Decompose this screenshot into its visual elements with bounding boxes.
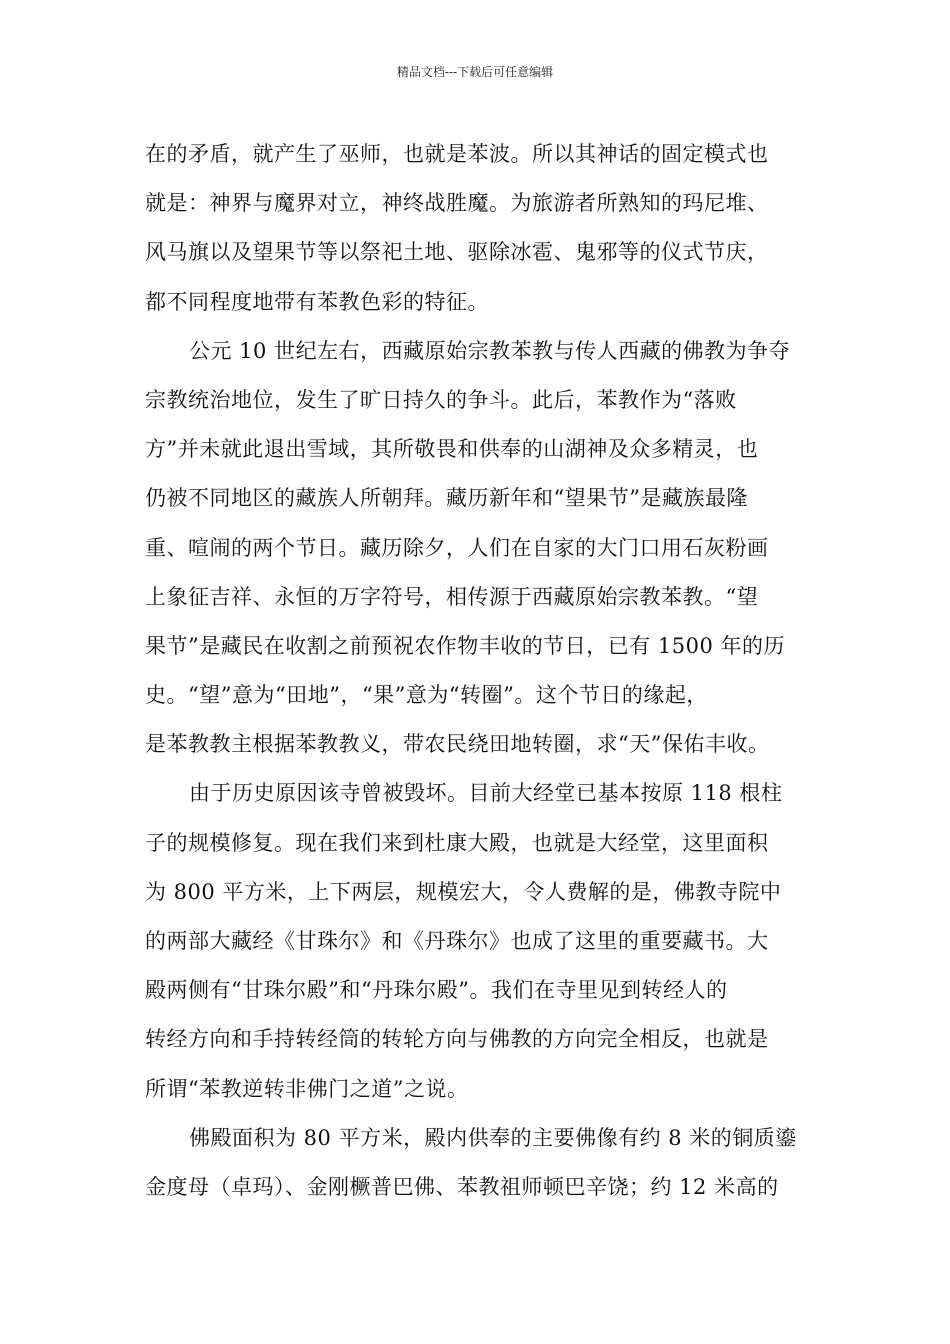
text-line: 在的矛盾，就产生了巫师，也就是苯波。所以其神话的固定模式也: [145, 142, 769, 166]
text-line: 上象征吉祥、永恒的万字符号，相传源于西藏原始宗教苯教。“望: [145, 584, 759, 609]
text-line: 仍被不同地区的藏族人所朝拜。藏历新年和“望果节”是藏族最隆: [145, 486, 748, 511]
text-line: 重、喧闹的两个节日。藏历除夕，人们在自家的大门口用石灰粉画: [145, 535, 769, 560]
text-line: 果节”是藏民在收割之前预祝农作物丰收的节日，已有 1500 年的历: [145, 633, 786, 658]
text-line: 的两部大藏经《甘珠尔》和《丹珠尔》也成了这里的重要藏书。大: [145, 929, 769, 953]
text-line: 转经方向和手持转经筒的转轮方向与佛教的方向完全相反，也就是: [145, 1027, 769, 1052]
text-line: 就是：神界与魔界对立，神终战胜魔。为旅游者所熟知的玛尼堆、: [145, 191, 769, 216]
text-line: 子的规模修复。现在我们来到杜康大殿，也就是大经堂，这里面积: [145, 830, 769, 855]
text-line: 所谓“苯教逆转非佛门之道”之说。: [145, 1076, 469, 1101]
page-header: 精品文档---下载后可任意编辑: [396, 65, 554, 79]
document-body: [145, 130, 815, 1212]
text-line: 宗教统治地位，发生了旷日持久的争斗。此后，苯教作为“落败: [145, 387, 737, 412]
text-line: 史。“望”意为“田地”，“果”意为“转圈”。这个节日的缘起，: [145, 683, 708, 708]
text-line-paragraph-start: 公元 10 世纪左右，西藏原始宗教苯教与传人西藏的佛教为争夺: [189, 338, 791, 363]
text-line: 方”并未就此退出雪域，其所敬畏和供奉的山湖神及众多精灵，也: [145, 437, 759, 462]
text-line-paragraph-start: 由于历史原因该寺曾被毁坏。目前大经堂已基本按原 118 根柱: [189, 781, 783, 806]
text-line-paragraph-start: 佛殿面积为 80 平方米，殿内供奉的主要佛像有约 8 米的铜质鎏: [189, 1125, 797, 1150]
text-line: 为 800 平方米，上下两层，规模宏大，令人费解的是，佛教寺院中: [145, 879, 782, 904]
text-line: 金度母（卓玛）、金刚橛普巴佛、苯教祖师顿巴辛饶；约 12 米高的: [145, 1174, 779, 1199]
text-line: 风马旗以及望果节等以祭祀土地、驱除冰雹、鬼邪等的仪式节庆，: [145, 240, 769, 265]
text-line: 殿两侧有“甘珠尔殿”和“丹珠尔殿”。我们在寺里见到转经人的: [145, 978, 728, 1003]
text-line: 都不同程度地带有苯教色彩的特征。: [145, 289, 489, 314]
text-line: 是苯教教主根据苯教教义，带农民绕田地转圈，求“天”保佑丰收。: [145, 732, 770, 757]
